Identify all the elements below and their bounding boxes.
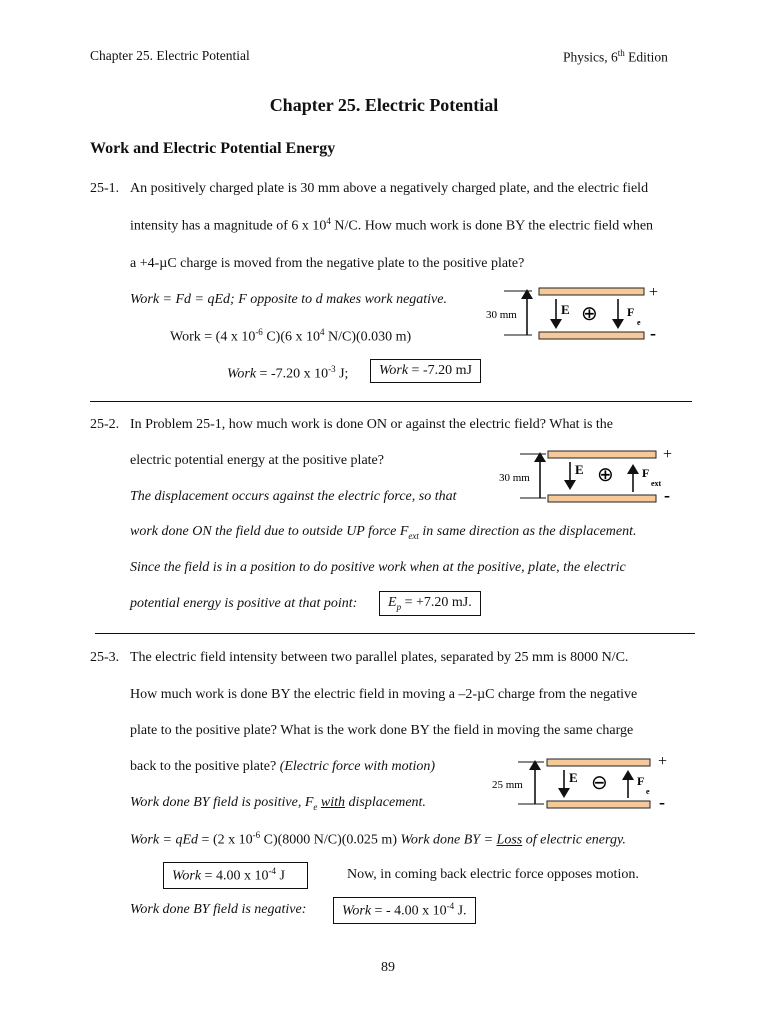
problem-text-line: In Problem 25-1, how much work is done ON or against the electric field? What is the [130,417,614,432]
answer-box: Work = -7.20 mJ [370,359,481,383]
problem-number-25-1: 25-1. [90,181,120,196]
solution-line: potential energy is positive at that point: [130,596,358,611]
separator-rule [90,401,692,402]
force-label: F [637,774,645,788]
charge-symbol: ⊕ [581,303,598,325]
field-label: E [575,462,584,477]
problem-text-line: back to the positive plate? (Electric force with motion) [130,759,436,774]
solution-line: work done ON the field due to outside UP force $F_{ext}$ in same direction as the displacement. [130,524,637,541]
minus-sign: - [650,323,656,343]
parallel-plates-diagram [484,283,664,345]
field-label: E [561,302,570,317]
plus-sign: + [649,284,659,301]
minus-sign: - [659,792,665,812]
section-title: Work and Electric Potential Energy [90,140,336,157]
field-label: E [569,770,578,785]
answer-box: Work = - 4.00 x $10^{-4}$ J. [333,897,476,924]
parallel-plates-diagram [492,754,672,816]
answer-box: $E_p = +7.20$ mJ. [379,591,481,616]
force-arrow-icon [612,299,624,329]
running-header-left: Chapter 25. Electric Potential [90,48,250,63]
distance-label: 30 mm [486,309,517,321]
separator-rule [95,633,695,634]
problem-number-25-3: 25-3. [90,650,120,665]
positive-plate [547,759,650,766]
solution-line: Work = qEd = (2 x $10^{-6}$ C)(8000 N/C)(0.025 m) Work done BY = Loss of electric energy. [130,830,626,848]
force-label: F [627,305,635,319]
problem-text-line: An positively charged plate is 30 mm above a negatively charged plate, and the electric field [130,181,649,196]
charge-symbol: ⊖ [591,772,608,794]
force-arrow-icon [622,770,634,798]
charge-symbol: ⊕ [597,464,614,486]
chapter-title: Chapter 25. Electric Potential [269,95,499,115]
solution-line: The displacement occurs against the electric force, so that [130,489,457,504]
minus-sign: - [664,485,670,505]
displacement-arrow-icon [521,289,533,335]
displacement-arrow-icon [534,452,546,498]
plus-sign: + [658,753,668,770]
solution-line: Since the field is in a position to do positive work when at the positive, plate, the electric [130,560,626,575]
page-number: 89 [381,960,395,975]
force-subscript: e [646,787,650,796]
force-label: F [642,466,650,480]
solution-note: Now, in coming back electric force opposes motion. [347,867,639,882]
running-header-right: Physics, 6th Edition [563,48,668,65]
solution-line: Work = -7.20 x $10^{-3}$ J; [227,364,349,382]
plus-sign: + [663,446,673,463]
negative-plate [548,495,656,502]
solution-line: Work = Fd = qEd; F opposite to d makes work negative. [130,292,447,307]
problem-text-line: The electric field intensity between two parallel plates, separated by 25 mm is 8000 N/C. [130,650,629,665]
force-subscript: e [637,318,641,327]
distance-label: 25 mm [492,779,523,791]
force-subscript: ext [651,479,662,488]
positive-plate [548,451,656,458]
distance-label: 30 mm [499,472,530,484]
problem-text-line: intensity has a magnitude of 6 x $10^4$ N/C. How much work is done BY the electric field when [130,216,654,234]
negative-plate [547,801,650,808]
solution-line: Work done BY field is negative: [130,902,307,917]
problem-number-25-2: 25-2. [90,417,120,432]
displacement-arrow-icon [529,760,541,804]
parallel-plates-diagram [498,446,678,508]
positive-plate [539,288,644,295]
solution-line: Work done BY field is positive, $F_e$ with displacement. [130,795,426,812]
negative-plate [539,332,644,339]
force-arrow-icon [627,464,639,492]
problem-text-line: a +4-µC charge is moved from the negative plate to the positive plate? [130,256,525,271]
solution-line: Work = (4 x $10^{-6}$ C)(6 x $10^4$ N/C)(0.030 m) [170,327,412,345]
problem-text-line: plate to the positive plate? What is the work done BY the field in moving the same charge [130,723,634,738]
answer-box: Work = 4.00 x $10^{-4}$ J [163,862,308,889]
problem-text-line: How much work is done BY the electric field in moving a –2-µC charge from the negative [130,687,638,702]
problem-text-line: electric potential energy at the positive plate? [130,453,384,468]
